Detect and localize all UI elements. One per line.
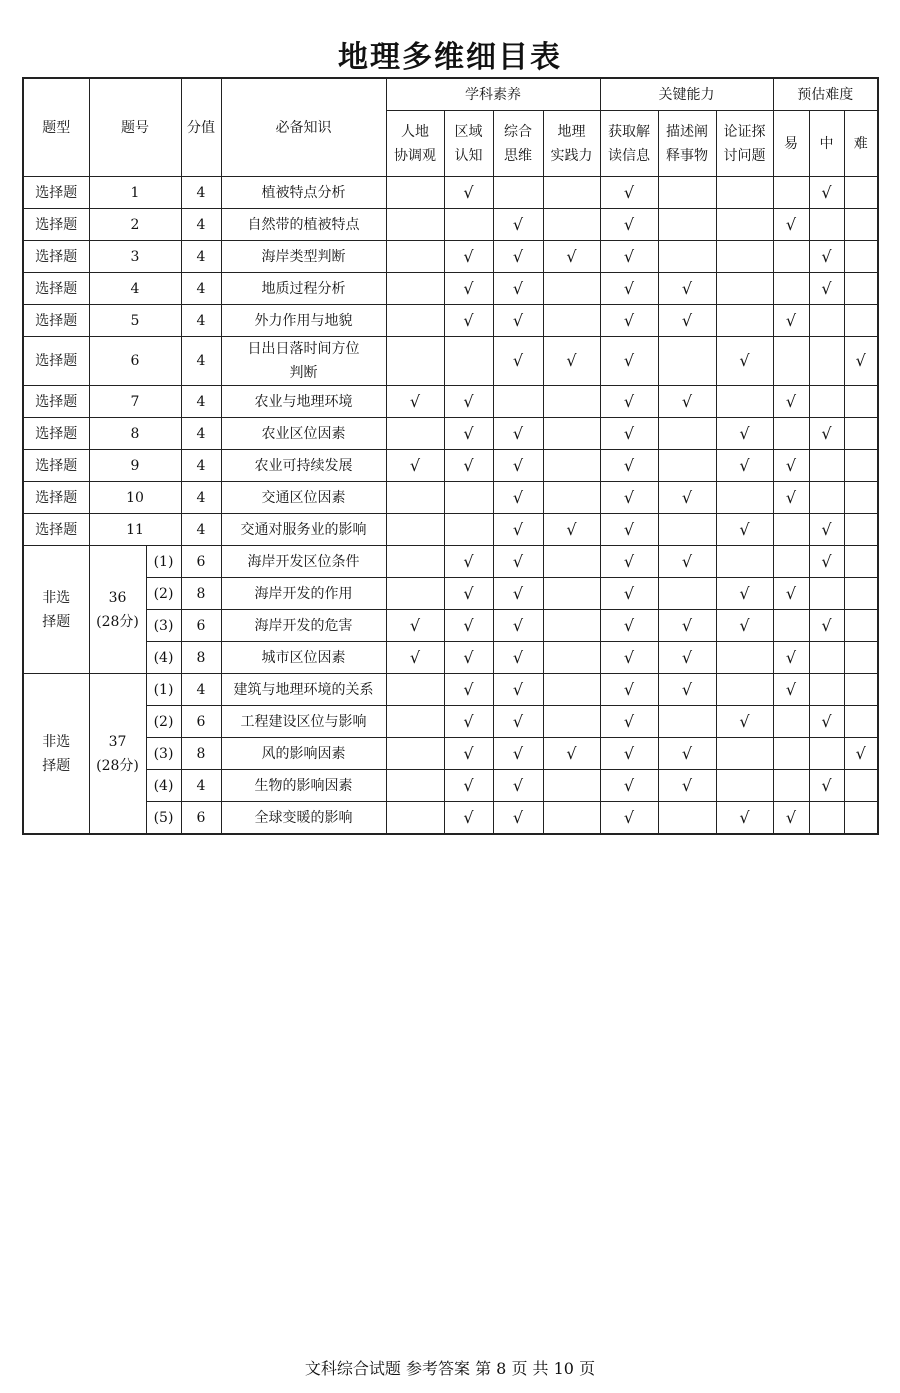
question-number: 3 — [89, 241, 181, 273]
check-cell — [716, 273, 773, 305]
check-mark: √ — [543, 337, 600, 386]
check-mark: √ — [444, 674, 493, 706]
check-cell — [773, 738, 809, 770]
check-mark: √ — [444, 273, 493, 305]
check-cell — [543, 610, 600, 642]
check-mark: √ — [386, 450, 444, 482]
check-mark: √ — [773, 450, 809, 482]
question-type: 选择题 — [23, 305, 89, 337]
check-mark: √ — [543, 738, 600, 770]
question-score: 4 — [181, 450, 221, 482]
check-cell — [386, 482, 444, 514]
check-mark: √ — [600, 482, 658, 514]
check-mark: √ — [600, 177, 658, 209]
check-cell — [844, 450, 878, 482]
check-mark: √ — [716, 610, 773, 642]
check-cell — [809, 802, 844, 835]
question-number: 36 (28分) — [89, 546, 146, 674]
question-score: 4 — [181, 482, 221, 514]
check-cell — [543, 273, 600, 305]
header-literacy: 学科素养 — [386, 78, 600, 111]
question-number: 11 — [89, 514, 181, 546]
check-mark: √ — [493, 578, 543, 610]
check-mark: √ — [600, 610, 658, 642]
check-mark: √ — [658, 305, 716, 337]
check-cell — [844, 177, 878, 209]
check-cell — [386, 273, 444, 305]
check-cell — [543, 482, 600, 514]
check-mark: √ — [493, 610, 543, 642]
question-type: 非选 择题 — [23, 546, 89, 674]
check-cell — [844, 514, 878, 546]
check-mark: √ — [773, 305, 809, 337]
check-cell — [543, 674, 600, 706]
question-knowledge: 植被特点分析 — [221, 177, 386, 209]
check-mark: √ — [773, 482, 809, 514]
check-cell — [716, 674, 773, 706]
header-medium: 中 — [809, 111, 844, 177]
question-score: 4 — [181, 418, 221, 450]
check-cell — [658, 241, 716, 273]
check-mark: √ — [658, 738, 716, 770]
check-mark: √ — [600, 578, 658, 610]
check-mark: √ — [444, 738, 493, 770]
check-cell — [809, 337, 844, 386]
check-cell — [773, 514, 809, 546]
check-mark: √ — [658, 386, 716, 418]
question-number: 10 — [89, 482, 181, 514]
check-mark: √ — [444, 418, 493, 450]
check-mark: √ — [493, 450, 543, 482]
check-cell — [809, 738, 844, 770]
check-cell — [444, 482, 493, 514]
header-ability: 关键能力 — [600, 78, 773, 111]
question-score: 4 — [181, 514, 221, 546]
question-score: 4 — [181, 770, 221, 802]
question-score: 8 — [181, 578, 221, 610]
check-mark: √ — [658, 482, 716, 514]
check-mark: √ — [493, 209, 543, 241]
check-cell — [773, 337, 809, 386]
question-knowledge: 交通区位因素 — [221, 482, 386, 514]
check-cell — [543, 770, 600, 802]
check-mark: √ — [493, 770, 543, 802]
question-knowledge: 农业可持续发展 — [221, 450, 386, 482]
check-cell — [386, 177, 444, 209]
question-number: 7 — [89, 386, 181, 418]
question-type: 选择题 — [23, 482, 89, 514]
check-cell — [773, 418, 809, 450]
question-type: 选择题 — [23, 386, 89, 418]
check-cell — [444, 337, 493, 386]
check-cell — [543, 802, 600, 835]
check-cell — [773, 546, 809, 578]
check-mark: √ — [444, 706, 493, 738]
question-knowledge: 农业区位因素 — [221, 418, 386, 450]
header-lit1: 人地 协调观 — [386, 111, 444, 177]
check-cell — [543, 546, 600, 578]
question-number: 37 (28分) — [89, 674, 146, 835]
check-cell — [809, 209, 844, 241]
header-lit4: 地理 实践力 — [543, 111, 600, 177]
question-knowledge: 工程建设区位与影响 — [221, 706, 386, 738]
check-mark: √ — [773, 386, 809, 418]
question-knowledge: 自然带的植被特点 — [221, 209, 386, 241]
check-cell — [386, 546, 444, 578]
check-cell — [543, 706, 600, 738]
question-type: 选择题 — [23, 177, 89, 209]
check-mark: √ — [809, 610, 844, 642]
check-cell — [543, 450, 600, 482]
header-knowledge: 必备知识 — [221, 78, 386, 177]
question-score: 6 — [181, 706, 221, 738]
question-type: 选择题 — [23, 514, 89, 546]
check-cell — [773, 241, 809, 273]
check-mark: √ — [716, 514, 773, 546]
check-cell — [658, 450, 716, 482]
sub-question-number: (3) — [146, 738, 181, 770]
check-cell — [658, 418, 716, 450]
check-cell — [386, 305, 444, 337]
check-cell — [543, 209, 600, 241]
check-cell — [844, 273, 878, 305]
check-mark: √ — [600, 546, 658, 578]
check-cell — [773, 610, 809, 642]
header-ab2: 描述阐 释事物 — [658, 111, 716, 177]
check-cell — [809, 674, 844, 706]
check-mark: √ — [809, 241, 844, 273]
check-mark: √ — [773, 578, 809, 610]
check-mark: √ — [493, 418, 543, 450]
check-cell — [844, 482, 878, 514]
check-mark: √ — [844, 738, 878, 770]
check-mark: √ — [493, 674, 543, 706]
check-mark: √ — [444, 578, 493, 610]
check-cell — [773, 273, 809, 305]
check-cell — [844, 546, 878, 578]
question-knowledge: 全球变暖的影响 — [221, 802, 386, 835]
sub-question-number: (4) — [146, 642, 181, 674]
question-type: 选择题 — [23, 241, 89, 273]
header-difficulty: 预估难度 — [773, 78, 878, 111]
question-type: 选择题 — [23, 450, 89, 482]
question-score: 4 — [181, 386, 221, 418]
check-cell — [658, 706, 716, 738]
check-cell — [543, 578, 600, 610]
question-knowledge: 城市区位因素 — [221, 642, 386, 674]
sub-question-number: (5) — [146, 802, 181, 835]
check-mark: √ — [600, 706, 658, 738]
question-knowledge: 生物的影响因素 — [221, 770, 386, 802]
check-cell — [809, 386, 844, 418]
question-knowledge: 海岸开发区位条件 — [221, 546, 386, 578]
check-mark: √ — [444, 241, 493, 273]
check-cell — [716, 482, 773, 514]
check-mark: √ — [773, 209, 809, 241]
check-cell — [809, 482, 844, 514]
check-mark: √ — [444, 450, 493, 482]
check-cell — [809, 305, 844, 337]
check-mark: √ — [600, 337, 658, 386]
check-cell — [543, 386, 600, 418]
check-mark: √ — [600, 802, 658, 835]
check-cell — [658, 209, 716, 241]
question-score: 6 — [181, 802, 221, 835]
check-mark: √ — [844, 337, 878, 386]
check-mark: √ — [658, 770, 716, 802]
check-mark: √ — [493, 482, 543, 514]
check-cell — [844, 706, 878, 738]
question-number: 5 — [89, 305, 181, 337]
check-mark: √ — [444, 386, 493, 418]
page-footer: 文科综合试题 参考答案 第 8 页 共 10 页 — [304, 1359, 596, 1378]
check-cell — [386, 770, 444, 802]
check-mark: √ — [773, 642, 809, 674]
check-cell — [716, 209, 773, 241]
check-mark: √ — [600, 674, 658, 706]
sub-question-number: (2) — [146, 706, 181, 738]
check-cell — [809, 578, 844, 610]
sub-question-number: (4) — [146, 770, 181, 802]
check-cell — [844, 578, 878, 610]
check-mark: √ — [444, 802, 493, 835]
question-score: 4 — [181, 209, 221, 241]
check-cell — [716, 305, 773, 337]
check-mark: √ — [809, 770, 844, 802]
check-mark: √ — [386, 386, 444, 418]
check-cell — [386, 802, 444, 835]
check-mark: √ — [493, 802, 543, 835]
check-mark: √ — [600, 450, 658, 482]
question-type: 选择题 — [23, 337, 89, 386]
check-cell — [386, 674, 444, 706]
check-mark: √ — [809, 273, 844, 305]
detail-table — [22, 77, 879, 835]
question-score: 8 — [181, 642, 221, 674]
check-cell — [543, 305, 600, 337]
question-score: 4 — [181, 273, 221, 305]
question-knowledge: 海岸类型判断 — [221, 241, 386, 273]
check-cell — [773, 177, 809, 209]
question-knowledge: 农业与地理环境 — [221, 386, 386, 418]
check-mark: √ — [809, 418, 844, 450]
question-knowledge: 海岸开发的危害 — [221, 610, 386, 642]
question-type: 选择题 — [23, 273, 89, 305]
check-mark: √ — [600, 770, 658, 802]
check-mark: √ — [600, 418, 658, 450]
check-mark: √ — [386, 642, 444, 674]
check-cell — [444, 209, 493, 241]
check-cell — [658, 578, 716, 610]
check-cell — [658, 337, 716, 386]
check-mark: √ — [773, 674, 809, 706]
check-cell — [716, 177, 773, 209]
header-lit3: 综合 思维 — [493, 111, 543, 177]
check-mark: √ — [658, 546, 716, 578]
check-cell — [543, 177, 600, 209]
check-cell — [844, 305, 878, 337]
check-cell — [543, 418, 600, 450]
header-ab1: 获取解 读信息 — [600, 111, 658, 177]
check-mark: √ — [444, 177, 493, 209]
check-cell — [809, 450, 844, 482]
check-mark: √ — [658, 674, 716, 706]
check-mark: √ — [716, 418, 773, 450]
check-cell — [543, 642, 600, 674]
check-cell — [658, 177, 716, 209]
check-cell — [716, 546, 773, 578]
check-mark: √ — [600, 209, 658, 241]
check-mark: √ — [658, 610, 716, 642]
check-cell — [386, 209, 444, 241]
check-mark: √ — [493, 514, 543, 546]
check-cell — [658, 802, 716, 835]
check-mark: √ — [600, 514, 658, 546]
check-cell — [386, 514, 444, 546]
check-cell — [844, 418, 878, 450]
check-mark: √ — [386, 610, 444, 642]
check-mark: √ — [444, 770, 493, 802]
question-number: 2 — [89, 209, 181, 241]
question-number: 4 — [89, 273, 181, 305]
check-mark: √ — [658, 273, 716, 305]
header-lit2: 区域 认知 — [444, 111, 493, 177]
question-score: 6 — [181, 610, 221, 642]
check-mark: √ — [600, 241, 658, 273]
check-cell — [844, 674, 878, 706]
question-knowledge: 日出日落时间方位 判断 — [221, 337, 386, 386]
question-number: 1 — [89, 177, 181, 209]
check-mark: √ — [773, 802, 809, 835]
question-type: 选择题 — [23, 209, 89, 241]
sub-question-number: (1) — [146, 674, 181, 706]
check-mark: √ — [493, 337, 543, 386]
question-score: 4 — [181, 305, 221, 337]
header-number: 题号 — [89, 78, 181, 177]
check-mark: √ — [600, 738, 658, 770]
check-cell — [844, 802, 878, 835]
check-mark: √ — [493, 706, 543, 738]
check-cell — [444, 514, 493, 546]
check-mark: √ — [543, 514, 600, 546]
sub-question-number: (3) — [146, 610, 181, 642]
check-mark: √ — [493, 273, 543, 305]
question-number: 9 — [89, 450, 181, 482]
question-number: 8 — [89, 418, 181, 450]
question-knowledge: 海岸开发的作用 — [221, 578, 386, 610]
question-type: 选择题 — [23, 418, 89, 450]
question-knowledge: 交通对服务业的影响 — [221, 514, 386, 546]
check-cell — [493, 177, 543, 209]
question-number: 6 — [89, 337, 181, 386]
check-cell — [386, 706, 444, 738]
check-mark: √ — [600, 273, 658, 305]
check-cell — [386, 418, 444, 450]
check-mark: √ — [444, 305, 493, 337]
question-score: 4 — [181, 241, 221, 273]
sub-question-number: (1) — [146, 546, 181, 578]
check-mark: √ — [444, 642, 493, 674]
header-hard: 难 — [844, 111, 878, 177]
check-cell — [716, 642, 773, 674]
check-mark: √ — [493, 642, 543, 674]
question-knowledge: 地质过程分析 — [221, 273, 386, 305]
check-cell — [386, 241, 444, 273]
check-mark: √ — [716, 337, 773, 386]
check-mark: √ — [444, 610, 493, 642]
check-mark: √ — [658, 642, 716, 674]
question-score: 4 — [181, 337, 221, 386]
check-mark: √ — [493, 738, 543, 770]
check-mark: √ — [716, 706, 773, 738]
check-cell — [716, 386, 773, 418]
header-type: 题型 — [23, 78, 89, 177]
question-knowledge: 风的影响因素 — [221, 738, 386, 770]
check-cell — [844, 770, 878, 802]
check-mark: √ — [809, 706, 844, 738]
page-title: 地理多维细目表 — [338, 40, 562, 75]
check-mark: √ — [716, 578, 773, 610]
question-score: 6 — [181, 546, 221, 578]
check-cell — [386, 578, 444, 610]
check-mark: √ — [809, 546, 844, 578]
question-knowledge: 建筑与地理环境的关系 — [221, 674, 386, 706]
check-cell — [844, 209, 878, 241]
check-mark: √ — [493, 305, 543, 337]
question-score: 4 — [181, 674, 221, 706]
check-mark: √ — [543, 241, 600, 273]
check-cell — [844, 386, 878, 418]
check-mark: √ — [600, 642, 658, 674]
check-cell — [773, 770, 809, 802]
check-mark: √ — [600, 305, 658, 337]
check-cell — [658, 514, 716, 546]
check-cell — [773, 706, 809, 738]
check-cell — [809, 642, 844, 674]
header-easy: 易 — [773, 111, 809, 177]
question-type: 非选 择题 — [23, 674, 89, 835]
check-cell — [386, 337, 444, 386]
check-cell — [844, 610, 878, 642]
check-mark: √ — [493, 241, 543, 273]
check-mark: √ — [809, 177, 844, 209]
check-mark: √ — [716, 450, 773, 482]
question-score: 8 — [181, 738, 221, 770]
check-cell — [493, 386, 543, 418]
header-ab3: 论证探 讨问题 — [716, 111, 773, 177]
check-cell — [844, 241, 878, 273]
check-mark: √ — [444, 546, 493, 578]
check-cell — [716, 241, 773, 273]
question-score: 4 — [181, 177, 221, 209]
header-score: 分值 — [181, 78, 221, 177]
check-cell — [716, 738, 773, 770]
check-mark: √ — [716, 802, 773, 835]
check-cell — [844, 642, 878, 674]
check-cell — [386, 738, 444, 770]
sub-question-number: (2) — [146, 578, 181, 610]
check-mark: √ — [809, 514, 844, 546]
check-mark: √ — [600, 386, 658, 418]
check-mark: √ — [493, 546, 543, 578]
question-knowledge: 外力作用与地貌 — [221, 305, 386, 337]
check-cell — [716, 770, 773, 802]
